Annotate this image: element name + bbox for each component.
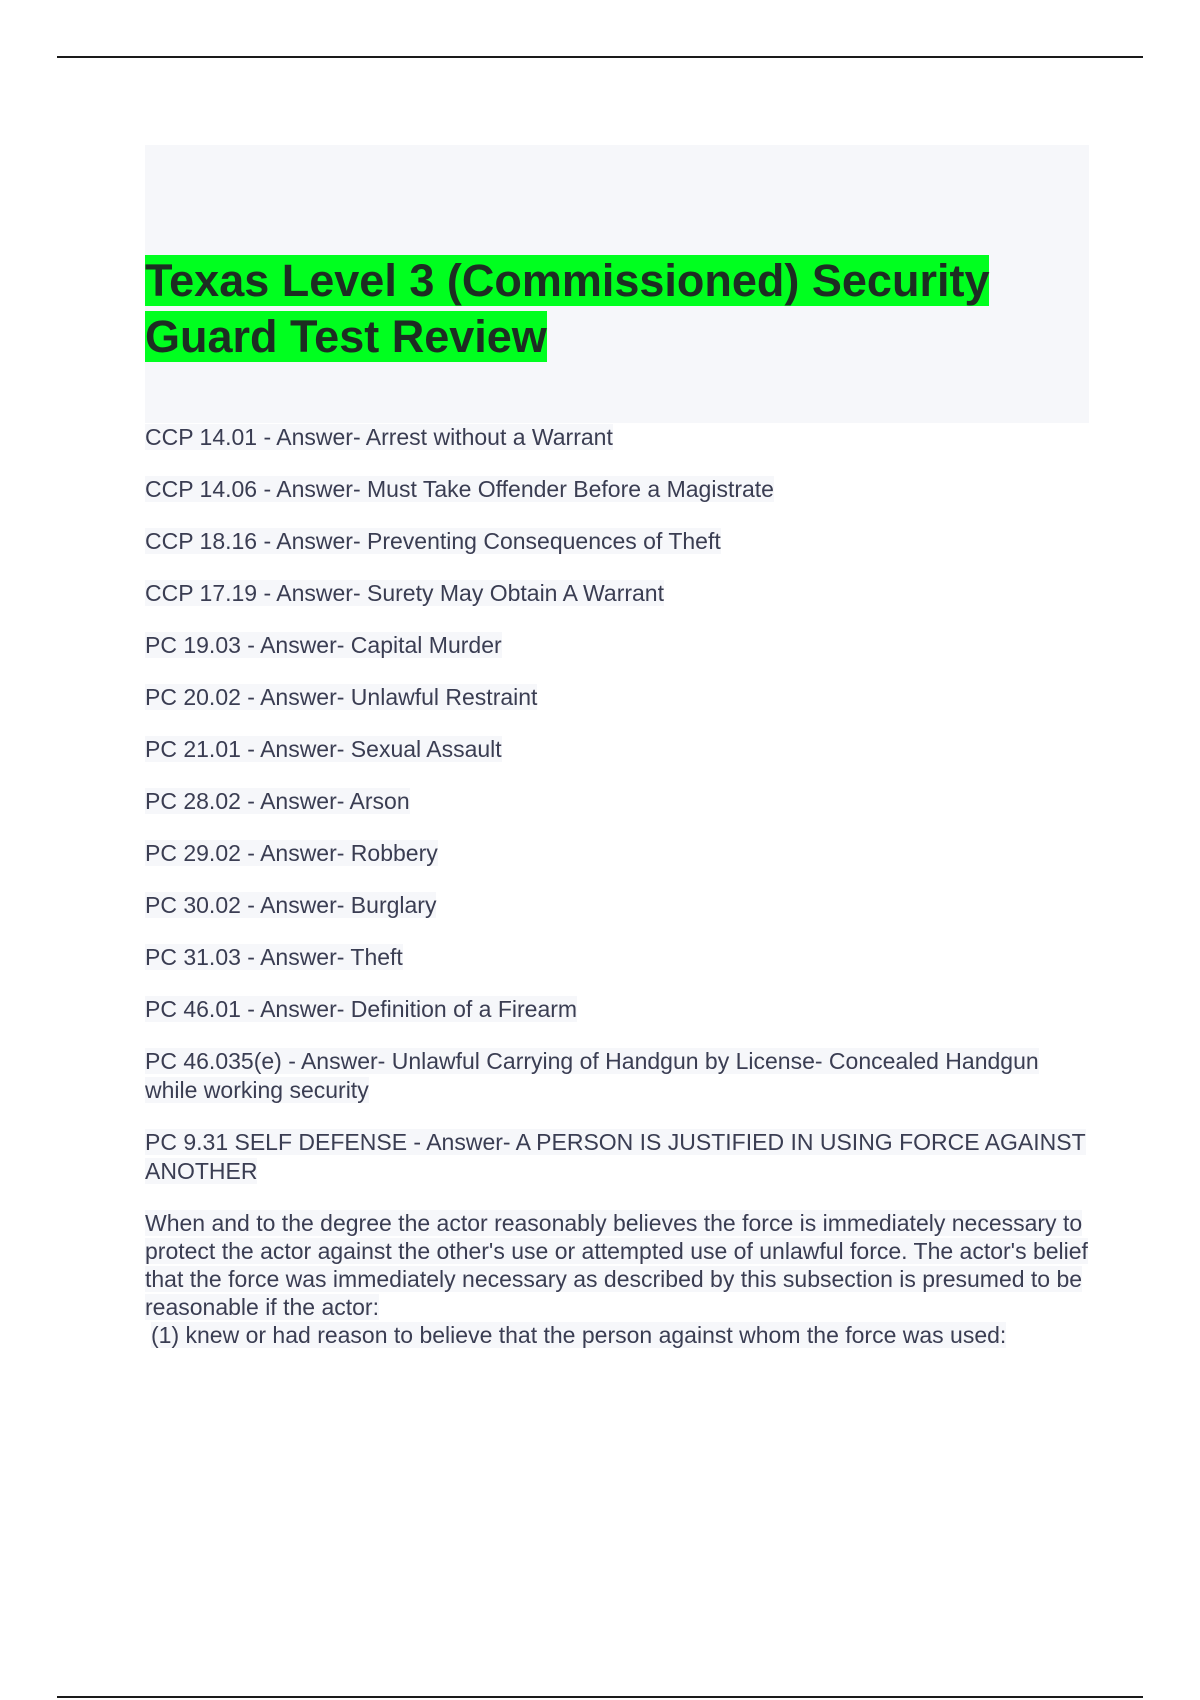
entry-ccp-18-16: CCP 18.16 - Answer- Preventing Consequences of Theft [145, 528, 721, 554]
entry-pc-9-31: PC 9.31 SELF DEFENSE - Answer- A PERSON IS JUSTIFIED IN USING FORCE AGAINST ANOTHER [145, 1129, 1086, 1184]
self-defense-subitem: (1) knew or had reason to believe that the person against whom the force was used: [151, 1322, 1007, 1348]
entry-ccp-17-19: CCP 17.19 - Answer- Surety May Obtain A Warrant [145, 580, 664, 606]
entry-ccp-14-06: CCP 14.06 - Answer- Must Take Offender Before a Magistrate [145, 476, 774, 502]
entry-pc-29-02: PC 29.02 - Answer- Robbery [145, 840, 438, 866]
entry-pc-30-02: PC 30.02 - Answer- Burglary [145, 892, 437, 918]
entry-pc-19-03: PC 19.03 - Answer- Capital Murder [145, 632, 502, 658]
entry-pc-46-01: PC 46.01 - Answer- Definition of a Firearm [145, 996, 578, 1022]
entry-pc-46-035e: PC 46.035(e) - Answer- Unlawful Carrying of Handgun by License- Concealed Handgun while working security [145, 1048, 1039, 1103]
bottom-rule [57, 1696, 1143, 1698]
entry-pc-31-03: PC 31.03 - Answer- Theft [145, 944, 403, 970]
top-rule [57, 56, 1143, 58]
entry-pc-21-01: PC 21.01 - Answer- Sexual Assault [145, 736, 502, 762]
entry-ccp-14-01: CCP 14.01 - Answer- Arrest without a Warrant [145, 424, 613, 450]
document-body [145, 423, 1095, 1349]
entry-pc-20-02: PC 20.02 - Answer- Unlawful Restraint [145, 684, 538, 710]
self-defense-paragraph: When and to the degree the actor reasonably believes the force is immediately necessary to protect the actor against the other's use or attempted use of unlawful force. The actor's belief that the force was immediately necessary as described by this subsection is presumed to be reasonable if the actor: [145, 1210, 1088, 1320]
document-title: Texas Level 3 (Commissioned) Security Guard Test Review [145, 255, 990, 362]
entry-pc-28-02: PC 28.02 - Answer- Arson [145, 788, 410, 814]
